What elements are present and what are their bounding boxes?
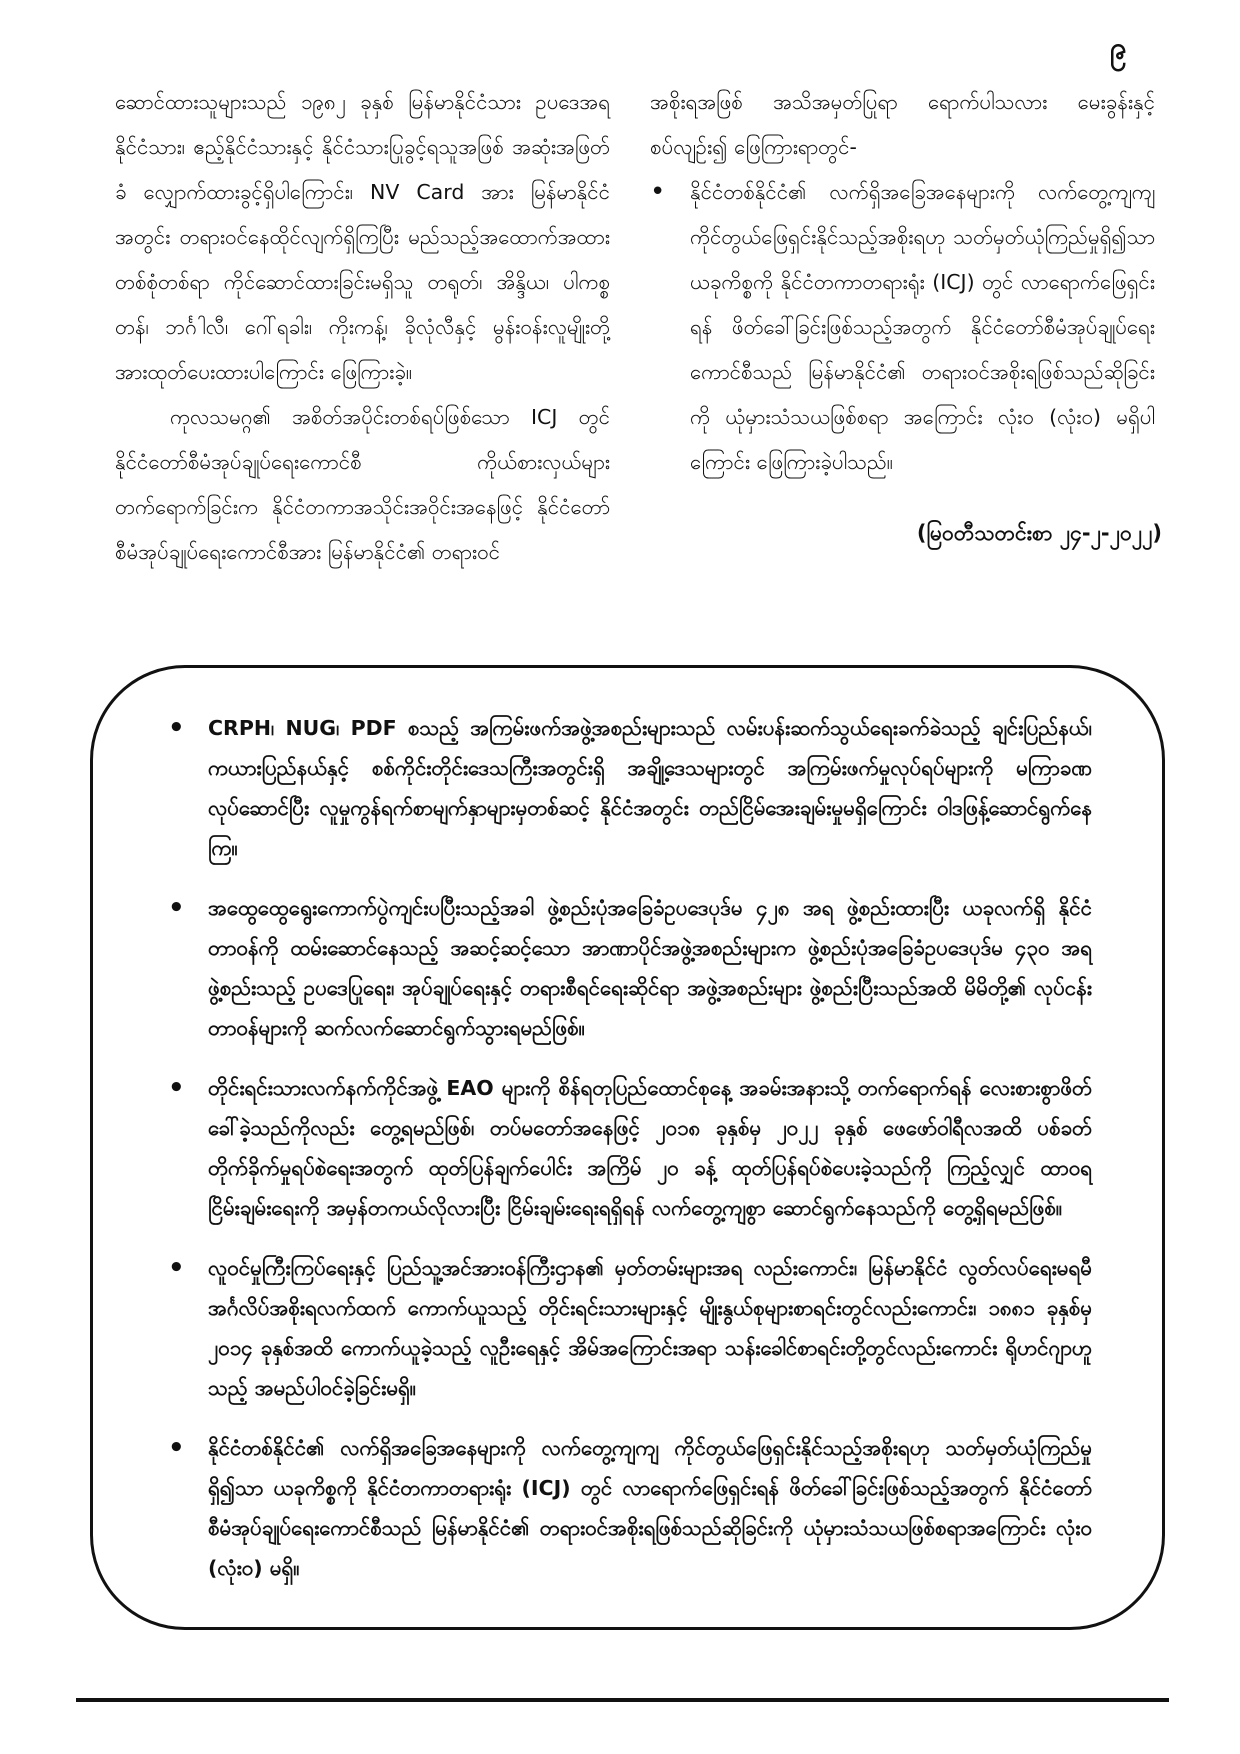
footer-divider	[76, 1698, 1169, 1702]
summary-bullet: • CRPH၊ NUG၊ PDF စသည့် အကြမ်းဖက်အဖွဲ့အစည်းများသည် လမ်းပန်းဆက်သွယ်ရေးခက်ခဲသည့် ချင်းပြည်နယ်၊ ကယားပြည်နယ်နှင့် စစ်ကိုင်းတိုင်းဒေသကြီးအတွင်းရှိ အချို့ဒေသများတွင် အကြမ်းဖက်မှုလုပ်ရပ်များကို မကြာခဏလုပ်ဆောင်ပြီး လူမှုကွန်ရက်စာမျက်နှာများမှတစ်ဆင့် နိုင်ငံအတွင်း တည်ငြိမ်အေးချမ်းမှုမရှိကြောင်း ဝါဒဖြန့်ဆောင်ရွက်နေကြ။	[168, 708, 1092, 868]
article-left-column	[115, 80, 610, 575]
article-paragraph: ဆောင်ထားသူများသည် ၁၉၈၂ ခုနှစ် မြန်မာနိုင်ငံသား ဥပဒေအရ နိုင်ငံသား၊ ဧည့်နိုင်ငံသားနှင့် နိုင်ငံသားပြုခွင့်ရသူအဖြစ် အဆုံးအဖြတ်ခံ လျှောက်ထားခွင့်ရှိပါကြောင်း၊ NV Card အား မြန်မာနိုင်ငံအတွင်း တရားဝင်နေထိုင်လျက်ရှိကြပြီး မည်သည့်အထောက်အထားတစ်စုံတစ်ရာ ကိုင်ဆောင်ထားခြင်းမရှိသူ တရုတ်၊ အိန္ဒိယ၊ ပါကစ္စတန်၊ ဘင်္ဂါလီ၊ ဂေါ်ရခါး၊ ကိုးကန့်၊ ခိုလုံလီနှင့် မွန်းဝန်းလူမျိုးတို့အားထုတ်ပေးထားပါကြောင်း ဖြေကြားခဲ့။	[115, 90, 610, 384]
page-number: ၉	[1110, 31, 1127, 66]
summary-box	[90, 665, 1165, 1630]
answer-bullet: • နိုင်ငံတစ်နိုင်ငံ၏ လက်ရှိအခြေအနေများကို လက်တွေ့ကျကျ ကိုင်တွယ်ဖြေရှင်းနိုင်သည့်အစိုးရဟု သတ်မှတ်ယုံကြည်မှုရှိ၍သာ ယခုကိစ္စကို နိုင်ငံတကာတရားရုံး (ICJ) တွင် လာရောက်ဖြေရှင်းရန် ဖိတ်ခေါ်ခြင်းဖြစ်သည့်အတွက် နိုင်ငံတော်စီမံအုပ်ချုပ်ရေးကောင်စီသည် မြန်မာနိုင်ငံ၏ တရားဝင်အစိုးရဖြစ်သည်ဆိုခြင်းကို ယုံမှားသံသယဖြစ်စရာ အကြောင်း လုံးဝ (လုံးဝ) မရှိပါကြောင်း ဖြေကြားခဲ့ပါသည်။	[650, 170, 1155, 485]
summary-bullet: • လူဝင်မှုကြီးကြပ်ရေးနှင့် ပြည်သူ့အင်အားဝန်ကြီးဌာန၏ မှတ်တမ်းများအရ လည်းကောင်း၊ မြန်မာနိုင်ငံ လွတ်လပ်ရေးမရမီ အင်္ဂလိပ်အစိုးရလက်ထက် ကောက်ယူသည့် တိုင်းရင်းသားများနှင့် မျိုးနွယ်စုများစာရင်းတွင်လည်းကောင်း၊ ၁၈၈၁ ခုနှစ်မှ ၂၀၁၄ ခုနှစ်အထိ ကောက်ယူခဲ့သည့် လူဦးရေနှင့် အိမ်အကြောင်းအရာ သန်းခေါင်စာရင်းတို့တွင်လည်းကောင်း ရိုဟင်ဂျာဟူသည့် အမည်ပါဝင်ခဲ့ခြင်းမရှိ။	[168, 1248, 1092, 1408]
article-paragraph: ကုလသမဂ္ဂ၏ အစိတ်အပိုင်းတစ်ရပ်ဖြစ်သော ICJ တွင် နိုင်ငံတော်စီမံအုပ်ချုပ်ရေးကောင်စီ ကိုယ်စားလှယ်များ တက်ရောက်ခြင်းက နိုင်ငံတကာအသိုင်းအဝိုင်းအနေဖြင့် နိုင်ငံတော်စီမံအုပ်ချုပ်ရေးကောင်စီအား မြန်မာနိုင်ငံ၏ တရားဝင်	[115, 405, 610, 564]
article-paragraph: အစိုးရအဖြစ် အသိအမှတ်ပြုရာ ရောက်ပါသလား မေးခွန်းနှင့် စပ်လျဉ်း၍ ဖြေကြားရာတွင်-	[650, 90, 1155, 159]
summary-bullet: • အထွေထွေရွေးကောက်ပွဲကျင်းပပြီးသည့်အခါ ဖွဲ့စည်းပုံအခြေခံဥပဒေပုဒ်မ ၄၂၈ အရ ဖွဲ့စည်းထားပြီး ယခုလက်ရှိ နိုင်ငံတာဝန်ကို ထမ်းဆောင်နေသည့် အဆင့်ဆင့်သော အာဏာပိုင်အဖွဲ့အစည်းများက ဖွဲ့စည်းပုံအခြေခံဥပဒေပုဒ်မ ၄၃၀ အရ ဖွဲ့စည်းသည့် ဥပဒေပြုရေး၊ အုပ်ချုပ်ရေးနှင့် တရားစီရင်ရေးဆိုင်ရာ အဖွဲ့အစည်းများ ဖွဲ့စည်းပြီးသည်အထိ မိမိတို့၏ လုပ်ငန်းတာဝန်များကို ဆက်လက်ဆောင်ရွက်သွားရမည်ဖြစ်။	[168, 888, 1092, 1048]
summary-bullet: • နိုင်ငံတစ်နိုင်ငံ၏ လက်ရှိအခြေအနေများကို လက်တွေ့ကျကျ ကိုင်တွယ်ဖြေရှင်းနိုင်သည့်အစိုးရဟု သတ်မှတ်ယုံကြည်မှုရှိ၍သာ ယခုကိစ္စကို နိုင်ငံတကာတရားရုံး (ICJ) တွင် လာရောက်ဖြေရှင်းရန် ဖိတ်ခေါ်ခြင်းဖြစ်သည့်အတွက် နိုင်ငံတော်စီမံအုပ်ချုပ်ရေးကောင်စီသည် မြန်မာနိုင်ငံ၏ တရားဝင်အစိုးရဖြစ်သည်ဆိုခြင်းကို ယုံမှားသံသယဖြစ်စရာအကြောင်း လုံးဝ (လုံးဝ) မရှိ။	[168, 1428, 1092, 1588]
article-right-column	[650, 80, 1155, 485]
answer-bullet-list	[650, 170, 1155, 485]
summary-bullet: • တိုင်းရင်းသားလက်နက်ကိုင်အဖွဲ့ EAO များကို စိန်ရတုပြည်ထောင်စုနေ့ အခမ်းအနားသို့ တက်ရောက်ရန် လေးစားစွာဖိတ်ခေါ်ခဲ့သည်ကိုလည်း တွေ့ရမည်ဖြစ်၊ တပ်မတော်အနေဖြင့် ၂၀၁၈ ခုနှစ်မှ ၂၀၂၂ ခုနှစ် ဖေဖော်ဝါရီလအထိ ပစ်ခတ်တိုက်ခိုက်မှုရပ်စဲရေးအတွက် ထုတ်ပြန်ချက်ပေါင်း အကြိမ် ၂၀ ခန့် ထုတ်ပြန်ရပ်စဲပေးခဲ့သည်ကို ကြည့်လျှင် ထာဝရငြိမ်းချမ်းရေးကို အမှန်တကယ်လိုလားပြီး ငြိမ်းချမ်းရေးရရှိရန် လက်တွေ့ကျစွာ ဆောင်ရွက်နေသည်ကို တွေ့ရှိရမည်ဖြစ်။	[168, 1068, 1092, 1228]
summary-bullet-list	[93, 668, 1162, 1588]
source-citation: (မြဝတီသတင်းစာ ၂၄-၂-၂၀၂၂)	[916, 521, 1162, 545]
